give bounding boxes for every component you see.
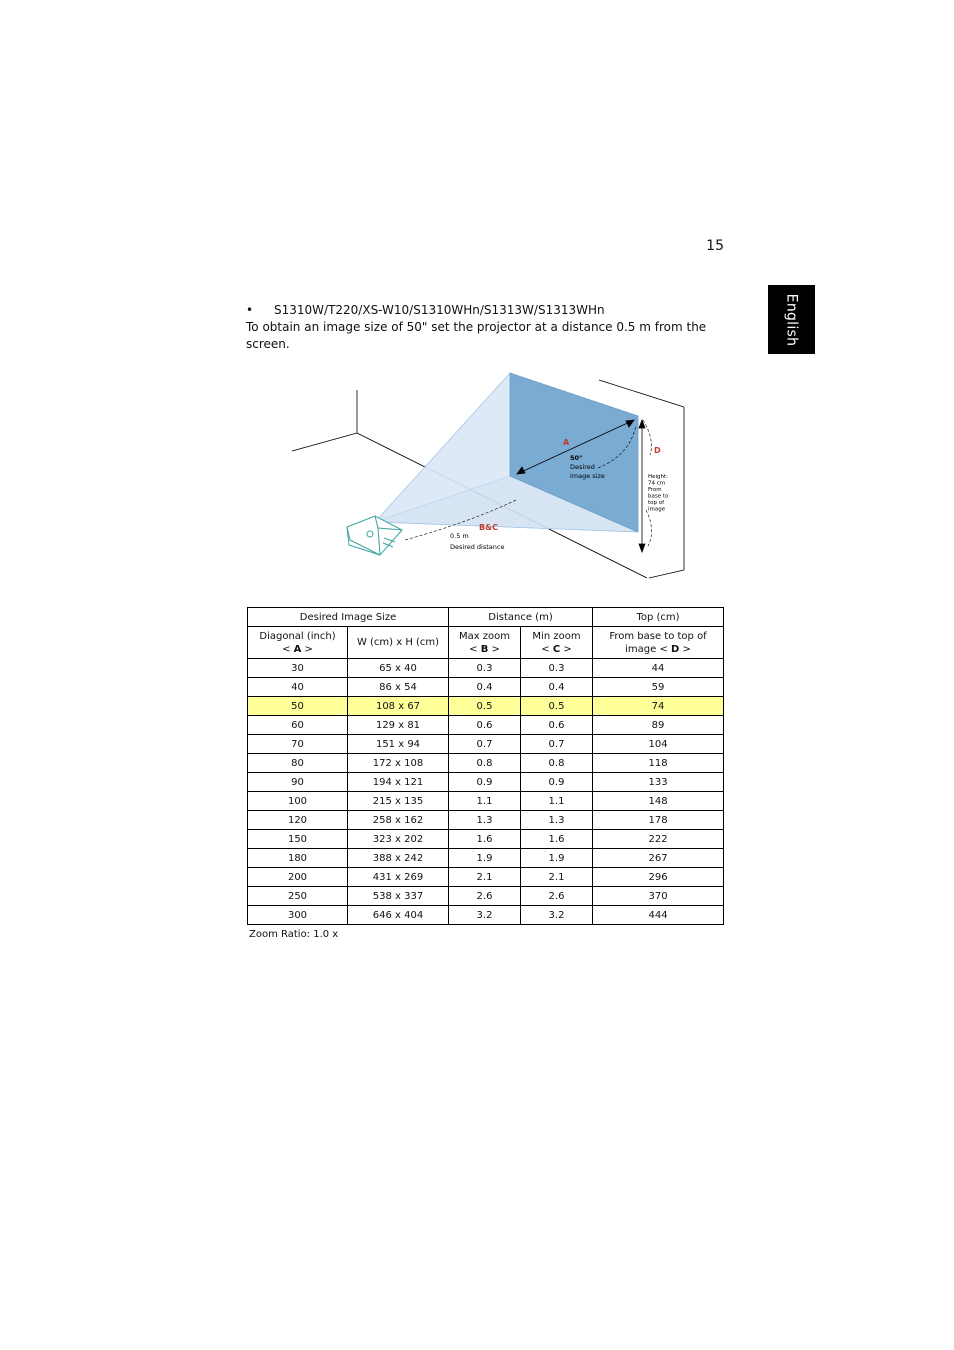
- sub-header-line: Max zoom: [458, 630, 511, 642]
- cell-top-height: 222: [593, 830, 724, 849]
- group-header-distance: Distance (m): [449, 608, 593, 627]
- cell-top-height: 118: [593, 754, 724, 773]
- cell-top-height: 267: [593, 849, 724, 868]
- sub-header-key: B: [480, 643, 489, 655]
- image-size-value: 50": [570, 454, 583, 462]
- cell-max-zoom: 1.1: [449, 792, 521, 811]
- table-row: [248, 849, 724, 868]
- cell-top-height: 104: [593, 735, 724, 754]
- sub-header-post: >: [560, 643, 572, 655]
- sub-header-key: A: [293, 643, 302, 655]
- table-row: [248, 773, 724, 792]
- height-caption: [648, 474, 669, 513]
- table-row: [248, 811, 724, 830]
- sub-header-dimensions: [348, 627, 449, 659]
- sub-header-diagonal: [248, 627, 348, 659]
- table-row: [248, 716, 724, 735]
- height-caption-line: base to: [648, 493, 669, 500]
- label-a: A: [563, 438, 570, 447]
- height-caption-line: top of: [648, 500, 665, 506]
- cell-max-zoom: 2.6: [449, 887, 521, 906]
- table-row: [248, 735, 724, 754]
- cell-diagonal: 60: [248, 716, 348, 735]
- cell-top-height: 89: [593, 716, 724, 735]
- table-row: [248, 697, 724, 716]
- cell-min-zoom: 0.7: [521, 735, 593, 754]
- sub-header-pre: <: [469, 643, 481, 655]
- cell-min-zoom: 1.3: [521, 811, 593, 830]
- sub-header-pre: <: [541, 643, 553, 655]
- table-sub-header-row: [248, 627, 724, 659]
- zoom-ratio-note: Zoom Ratio: 1.0 x: [249, 929, 339, 940]
- cell-max-zoom: 1.9: [449, 849, 521, 868]
- sub-header-post: >: [301, 643, 313, 655]
- table-row: [248, 678, 724, 697]
- label-bc: B&C: [479, 523, 498, 532]
- language-tab-label: English: [783, 293, 800, 346]
- cell-max-zoom: 0.4: [449, 678, 521, 697]
- cell-diagonal: 300: [248, 906, 348, 925]
- table-row: [248, 830, 724, 849]
- cell-min-zoom: 1.1: [521, 792, 593, 811]
- sub-header-key: D: [671, 643, 680, 655]
- sub-header-line: Diagonal (inch): [259, 630, 336, 642]
- cell-max-zoom: 0.7: [449, 735, 521, 754]
- cell-top-height: 44: [593, 659, 724, 678]
- cell-max-zoom: 0.8: [449, 754, 521, 773]
- distance-caption: Desired distance: [450, 543, 505, 551]
- cell-max-zoom: 0.6: [449, 716, 521, 735]
- cell-diagonal: 70: [248, 735, 348, 754]
- sub-header-max-zoom: [449, 627, 521, 659]
- cell-dimensions: 194 x 121: [348, 773, 449, 792]
- sub-header-line: W (cm) x H (cm): [356, 637, 440, 648]
- cell-max-zoom: 2.1: [449, 868, 521, 887]
- cell-min-zoom: 3.2: [521, 906, 593, 925]
- cell-dimensions: 86 x 54: [348, 678, 449, 697]
- cell-max-zoom: 3.2: [449, 906, 521, 925]
- projection-table: [247, 607, 724, 925]
- distance-value: 0.5 m: [450, 532, 469, 540]
- height-caption-line: 74 cm: [648, 480, 666, 487]
- cell-diagonal: 90: [248, 773, 348, 792]
- cell-min-zoom: 1.9: [521, 849, 593, 868]
- projection-diagram: [0, 0, 954, 600]
- height-caption-line: From: [648, 487, 662, 493]
- sub-header-post: >: [488, 643, 500, 655]
- cell-diagonal: 200: [248, 868, 348, 887]
- intro-text: To obtain an image size of 50" set the projector at a distance 0.5 m from the screen.: [246, 320, 707, 351]
- height-arrow: [639, 420, 645, 552]
- table-row: [248, 754, 724, 773]
- cell-diagonal: 120: [248, 811, 348, 830]
- cell-min-zoom: 0.6: [521, 716, 593, 735]
- cell-max-zoom: 1.3: [449, 811, 521, 830]
- cell-dimensions: 65 x 40: [348, 659, 449, 678]
- cell-min-zoom: 0.9: [521, 773, 593, 792]
- table-row: [248, 868, 724, 887]
- cell-max-zoom: 1.6: [449, 830, 521, 849]
- label-d: D: [654, 446, 661, 455]
- height-caption-line: image: [648, 506, 666, 513]
- cell-diagonal: 30: [248, 659, 348, 678]
- cell-min-zoom: 1.6: [521, 830, 593, 849]
- cell-min-zoom: 0.8: [521, 754, 593, 773]
- cell-max-zoom: 0.3: [449, 659, 521, 678]
- cell-min-zoom: 2.1: [521, 868, 593, 887]
- cell-dimensions: 431 x 269: [348, 868, 449, 887]
- page-number: 15: [706, 238, 724, 254]
- sub-header-min-zoom: [521, 627, 593, 659]
- table-row: [248, 659, 724, 678]
- table-row: [248, 792, 724, 811]
- sub-header-line: Min zoom: [532, 630, 581, 642]
- sub-header-pre: <: [282, 643, 294, 655]
- cell-dimensions: 215 x 135: [348, 792, 449, 811]
- cell-top-height: 178: [593, 811, 724, 830]
- cell-min-zoom: 0.3: [521, 659, 593, 678]
- table-row: [248, 906, 724, 925]
- cell-top-height: 74: [593, 697, 724, 716]
- height-caption-line: Height:: [648, 474, 669, 480]
- cell-dimensions: 538 x 337: [348, 887, 449, 906]
- cell-diagonal: 40: [248, 678, 348, 697]
- cell-top-height: 133: [593, 773, 724, 792]
- cell-dimensions: 258 x 162: [348, 811, 449, 830]
- cell-max-zoom: 0.5: [449, 697, 521, 716]
- cell-top-height: 296: [593, 868, 724, 887]
- cell-diagonal: 180: [248, 849, 348, 868]
- cell-dimensions: 646 x 404: [348, 906, 449, 925]
- sub-header-line: From base to top of: [609, 630, 707, 642]
- group-header-top: Top (cm): [593, 608, 724, 627]
- sub-header-pre: image <: [625, 643, 672, 655]
- image-size-caption-1: Desired: [570, 463, 595, 471]
- sub-header-post: >: [679, 643, 691, 655]
- cell-dimensions: 151 x 94: [348, 735, 449, 754]
- cell-dimensions: 323 x 202: [348, 830, 449, 849]
- cell-min-zoom: 0.4: [521, 678, 593, 697]
- cell-diagonal: 50: [248, 697, 348, 716]
- cell-dimensions: 108 x 67: [348, 697, 449, 716]
- cell-top-height: 444: [593, 906, 724, 925]
- cell-dimensions: 129 x 81: [348, 716, 449, 735]
- image-size-caption-2: image size: [570, 472, 605, 480]
- sub-header-key: C: [552, 643, 561, 655]
- cell-max-zoom: 0.9: [449, 773, 521, 792]
- cell-top-height: 370: [593, 887, 724, 906]
- cell-top-height: 148: [593, 792, 724, 811]
- cell-diagonal: 80: [248, 754, 348, 773]
- cell-diagonal: 250: [248, 887, 348, 906]
- cell-min-zoom: 0.5: [521, 697, 593, 716]
- table-group-header-row: [248, 608, 724, 627]
- cell-dimensions: 172 x 108: [348, 754, 449, 773]
- cell-dimensions: 388 x 242: [348, 849, 449, 868]
- bullet-dot-icon: •: [246, 303, 254, 317]
- group-header-image-size: Desired Image Size: [248, 608, 449, 627]
- model-list: S1310W/T220/XS-W10/S1310WHn/S1313W/S1313WHn: [274, 303, 605, 317]
- cell-min-zoom: 2.6: [521, 887, 593, 906]
- cell-top-height: 59: [593, 678, 724, 697]
- sub-header-top-height: [593, 627, 724, 659]
- cell-diagonal: 150: [248, 830, 348, 849]
- cell-diagonal: 100: [248, 792, 348, 811]
- table-row: [248, 887, 724, 906]
